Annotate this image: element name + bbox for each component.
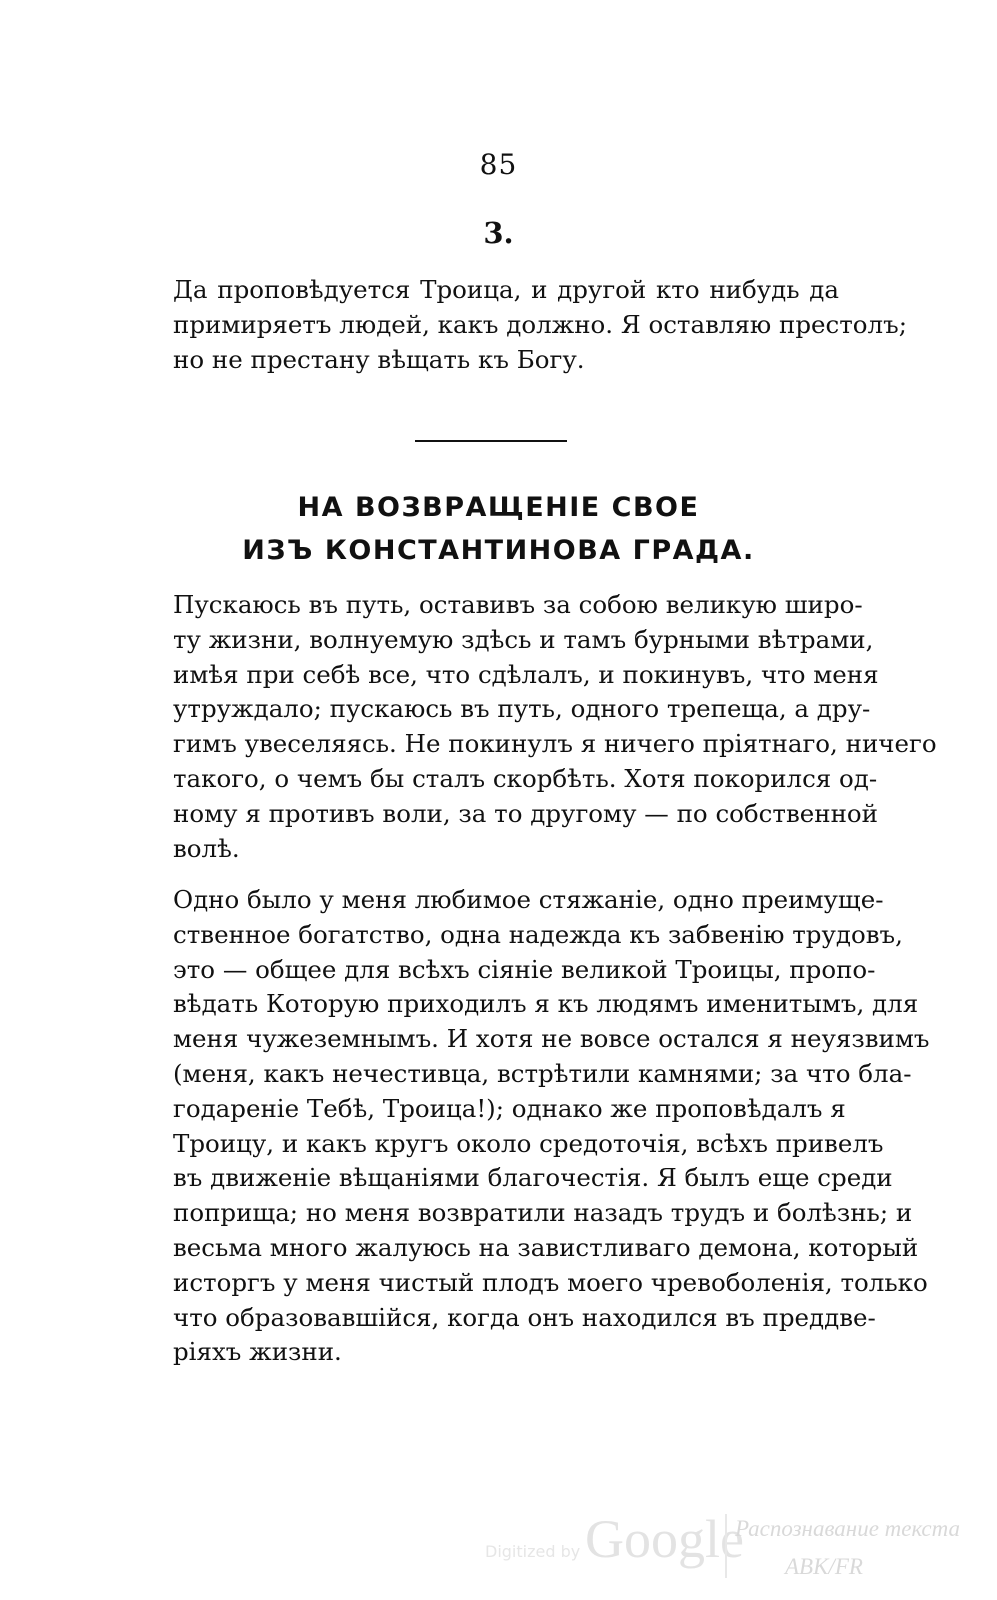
poem-title-line-1: НА ВОЗВРАЩЕНІЕ СВОЕ (297, 492, 700, 523)
digitized-by-label: Digitized by (485, 1542, 581, 1561)
verse-text (173, 273, 907, 377)
text-line: примиряетъ людей, какъ должно. Я оставляю престолъ; (173, 309, 907, 339)
text-line: поприща; но меня возвратили назадъ трудъ и болѣзнь; и (173, 1198, 913, 1228)
text-line: ріяхъ жизни. (173, 1337, 342, 1367)
text-line: годареніе Тебѣ, Троица!); однако же проповѣдалъ я (173, 1093, 846, 1123)
section-number: 3. (483, 216, 514, 250)
text-line: что образовавшійся, когда онъ находился въ преддве- (173, 1302, 876, 1332)
text-line: волѣ. (173, 833, 240, 863)
poem-title-line-2: ИЗЪ КОНСТАНТИНОВА ГРАДА. (242, 535, 755, 566)
paragraph-1 (173, 588, 937, 866)
text-line: это — общее для всѣхъ сіяніе великой Троицы, пропо- (173, 954, 876, 984)
text-line: исторгъ у меня чистый плодъ моего чревоболенія, только (173, 1267, 928, 1297)
text-line: весьма много жалуюсь на завистливаго демона, который (173, 1232, 919, 1262)
recognition-credit-line-1: Распознавание текста (735, 1516, 960, 1541)
text-line: ту жизни, волнуемую здѣсь и тамъ бурными вѣтрами, (173, 624, 874, 654)
text-line: Да проповѣдуется Троица, и другой кто нибудь да (173, 275, 839, 304)
text-line: имѣя при себѣ все, что сдѣлалъ, и покинувъ, что меня (173, 659, 879, 689)
text-line: Троицу, и какъ кругъ около средоточія, всѣхъ привелъ (173, 1128, 884, 1158)
page-number: 85 (479, 148, 518, 181)
text-line: меня чужеземнымъ. И хотя не вовсе остался я неуязвимъ (173, 1024, 930, 1054)
text-line: ственное богатство, одна надежда къ забвенію трудовъ, (173, 919, 903, 949)
digitization-watermark (485, 1508, 985, 1588)
text-line: Одно было у меня любимое стяжаніе, одно преимуще- (173, 885, 884, 914)
paragraph-2 (173, 883, 930, 1370)
text-line: утруждало; пускаюсь въ путь, одного трепеща, а дру- (173, 694, 871, 724)
watermark-divider (725, 1514, 727, 1578)
text-line: но не престану вѣщать къ Богу. (173, 344, 585, 374)
text-line: Пускаюсь въ путь, оставивъ за собою великую широ- (173, 590, 863, 619)
text-line: такого, о чемъ бы сталъ скорбѣть. Хотя покорился од- (173, 763, 878, 793)
section-divider (415, 440, 567, 442)
text-line: (меня, какъ нечестивца, встрѣтили камнями; за что бла- (173, 1058, 912, 1088)
recognition-credit-line-2: ABK/FR (785, 1554, 863, 1579)
text-line: вѣдать Которую приходилъ я къ людямъ именитымъ, для (173, 989, 919, 1019)
text-line: гимъ увеселяясь. Не покинулъ я ничего пріятнаго, ничего (173, 729, 937, 759)
google-watermark-logo: Google (585, 1509, 744, 1569)
text-line: ному я противъ воли, за то другому — по собственной (173, 798, 878, 828)
text-line: въ движеніе вѣщаніями благочестія. Я былъ еще среди (173, 1163, 893, 1193)
